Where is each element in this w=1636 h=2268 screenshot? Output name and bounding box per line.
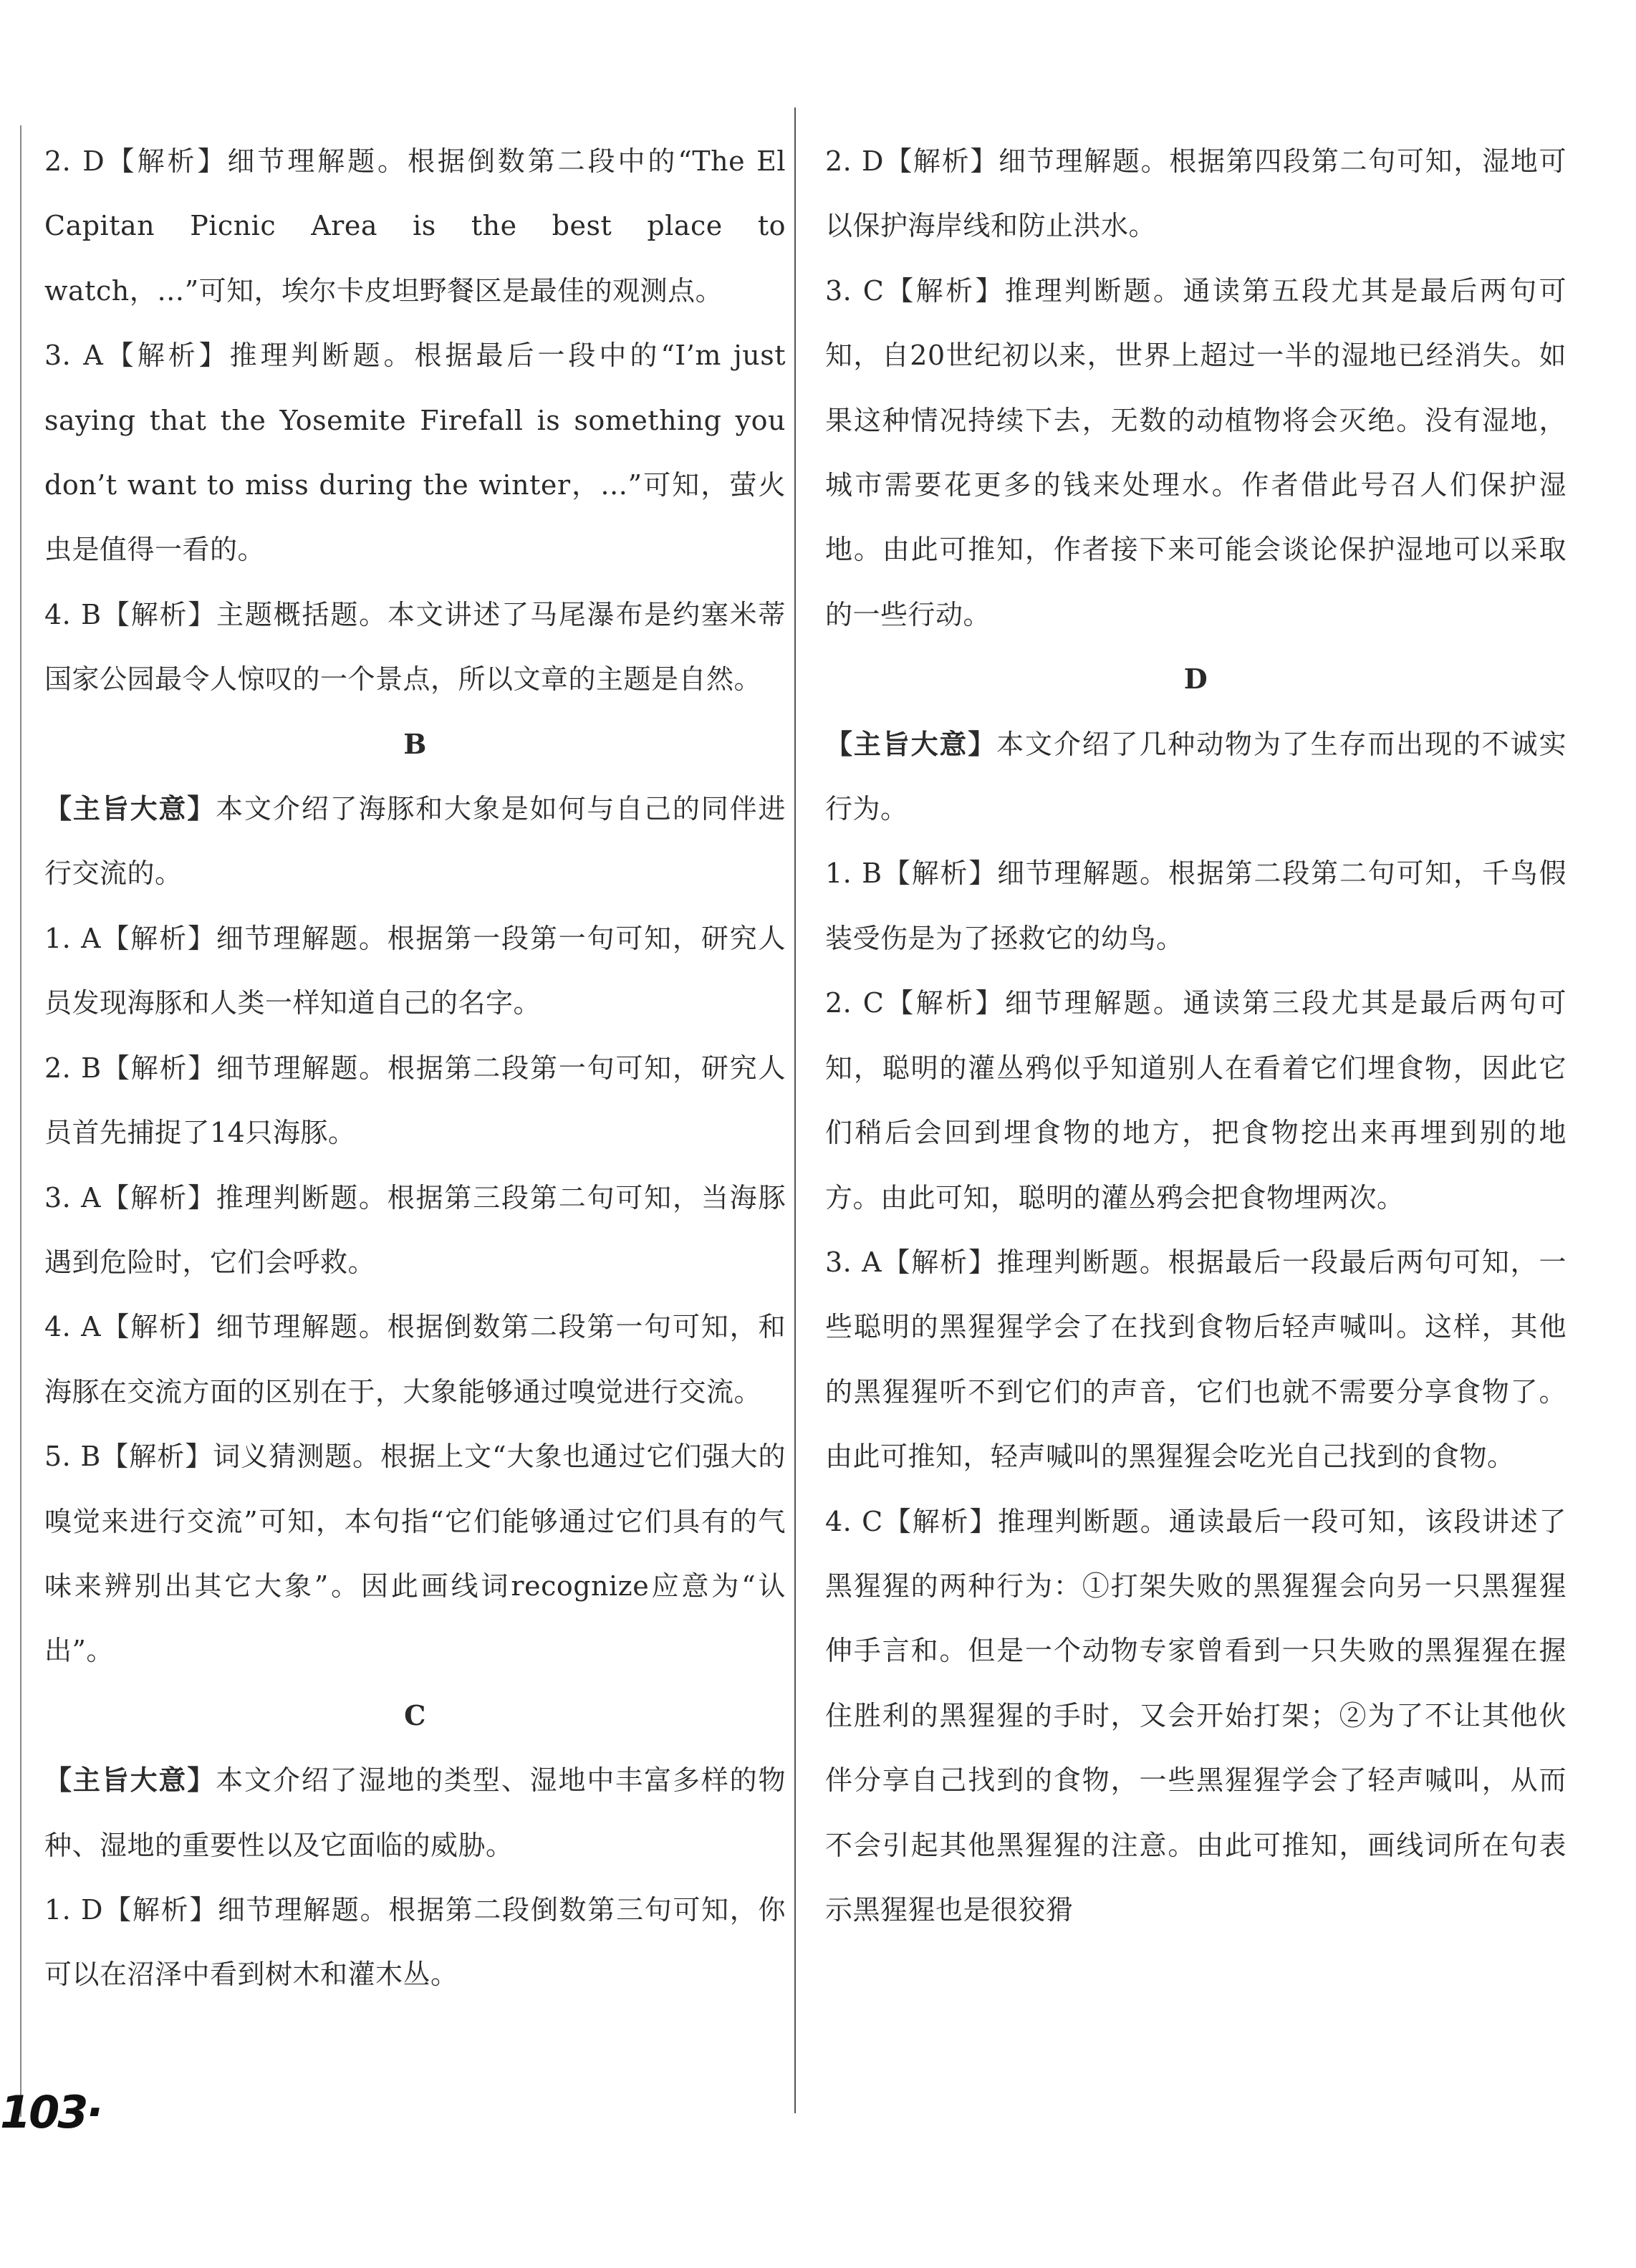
summary-tag: 【主旨大意】 xyxy=(44,1764,216,1797)
summary-tag: 【主旨大意】 xyxy=(825,727,997,760)
answer-explanation: 3. A【解析】推理判断题。根据最后一段中的“I’m just saying that the Yosemite Firefall is something you don’t want to miss during the winter，…”可知，萤火虫是值得一看的。 xyxy=(44,340,786,566)
section-heading: B xyxy=(403,727,427,760)
answer-explanation: 2. C【解析】细节理解题。通读第三段尤其是最后两句可知，聪明的灌丛鸦似乎知道别人在看着它们埋食物，因此它们稍后会回到埋食物的地方，把食物挖出来再埋到别的地方。由此可知，聪明的灌丛鸦会把食物埋两次。 xyxy=(825,987,1567,1214)
answer-explanation: 2. B【解析】细节理解题。根据第二段第一句可知，研究人员首先捕捉了14只海豚。 xyxy=(44,1052,786,1149)
summary-paragraph xyxy=(44,777,786,906)
summary-text: 本文介绍了几种动物为了生存而出现的不诚实行为。 xyxy=(825,728,1567,825)
answer-explanation: 5. B【解析】词义猜测题。根据上文“大象也通过它们强大的嗅觉来进行交流”可知，本句指“它们能够通过它们具有的气味来辨别出其它大象”。因此画线词recognize应意为“认出”。 xyxy=(44,1441,786,1667)
summary-text: 本文介绍了湿地的类型、湿地中丰富多样的物种、湿地的重要性以及它面临的威胁。 xyxy=(44,1764,786,1861)
answer-explanation: 3. C【解析】推理判断题。通读第五段尤其是最后两句可知，自20世纪初以来，世界上超过一半的湿地已经消失。如果这种情况持续下去，无数的动植物将会灭绝。没有湿地，城市需要花更多的钱来处理水。作者借此号召人们保护湿地。由此可推知，作者接下来可能会谈论保护湿地可以采取的一些行动。 xyxy=(825,274,1567,630)
answer-explanation: 3. A【解析】推理判断题。根据第三段第二句可知，当海豚遇到危险时，它们会呼救。 xyxy=(44,1181,786,1278)
answer-explanation: 1. D【解析】细节理解题。根据第二段倒数第三句可知，你可以在沼泽中看到树木和灌木丛。 xyxy=(44,1893,786,1991)
section-heading: C xyxy=(404,1698,426,1731)
section-heading: D xyxy=(1183,663,1208,696)
right-column xyxy=(825,129,1567,1942)
answer-explanation: 2. D【解析】细节理解题。根据倒数第二段中的“The El Capitan Picnic Area is the best place to watch，…”可知，埃尔卡皮坦野餐区是最佳的观测点。 xyxy=(44,145,786,307)
summary-tag: 【主旨大意】 xyxy=(44,792,216,825)
summary-paragraph xyxy=(44,1748,786,1878)
left-margin-rule xyxy=(20,125,21,2117)
answer-explanation: 3. A【解析】推理判断题。根据最后一段最后两句可知，一些聪明的黑猩猩学会了在找到食物后轻声喊叫。这样，其他的黑猩猩听不到它们的声音，它们也就不需要分享食物了。由此可推知，轻声喊叫的黑猩猩会吃光自己找到的食物。 xyxy=(825,1246,1567,1473)
answer-explanation: 1. A【解析】细节理解题。根据第一段第一句可知，研究人员发现海豚和人类一样知道自己的名字。 xyxy=(44,922,786,1019)
page-number: 103· xyxy=(0,2086,101,2138)
answer-explanation: 1. B【解析】细节理解题。根据第二段第二句可知，千鸟假装受伤是为了拯救它的幼鸟。 xyxy=(825,857,1567,954)
summary-paragraph xyxy=(825,712,1567,842)
answer-explanation: 4. A【解析】细节理解题。根据倒数第二段第一句可知，和海豚在交流方面的区别在于，大象能够通过嗅觉进行交流。 xyxy=(44,1311,786,1408)
left-column xyxy=(44,129,786,2007)
column-divider xyxy=(794,107,796,2113)
answer-explanation: 4. B【解析】主题概括题。本文讲述了马尾瀑布是约塞米蒂国家公园最令人惊叹的一个景点，所以文章的主题是自然。 xyxy=(44,598,786,696)
answer-explanation: 2. D【解析】细节理解题。根据第四段第二句可知，湿地可以保护海岸线和防止洪水。 xyxy=(825,145,1567,242)
answer-explanation: 4. C【解析】推理判断题。通读最后一段可知，该段讲述了黑猩猩的两种行为：①打架失败的黑猩猩会向另一只黑猩猩伸手言和。但是一个动物专家曾看到一只失败的黑猩猩在握住胜利的黑猩猩的手时，又会开始打架；②为了不让其他伙伴分享自己找到的食物，一些黑猩猩学会了轻声喊叫，从而不会引起其他黑猩猩的注意。由此可推知，画线词所在句表示黑猩猩也是很狡猾 xyxy=(825,1505,1567,1926)
summary-text: 本文介绍了海豚和大象是如何与自己的同伴进行交流的。 xyxy=(44,793,786,890)
